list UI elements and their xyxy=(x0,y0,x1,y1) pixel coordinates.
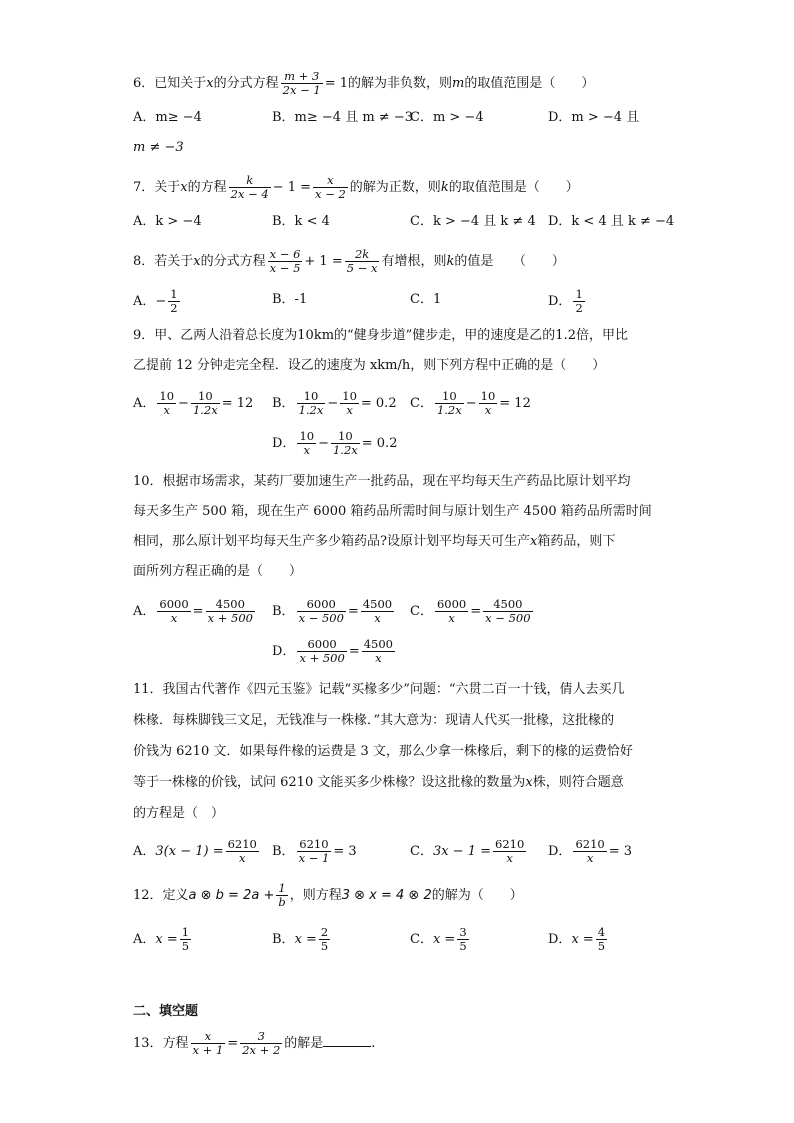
q7-text: 的方程 xyxy=(187,180,227,195)
lhs: 3x − 1 = xyxy=(432,844,492,859)
q9-option-b: B． $\frac{10}{1.2x}$ − $\frac{10}{x}$ = 0.2 xyxy=(272,389,397,417)
rhs: = 0.2 xyxy=(361,436,398,451)
fraction xyxy=(493,838,526,865)
denominator: 5 xyxy=(597,939,606,953)
rhs: = 12 xyxy=(221,396,254,411)
question-10-line-3 xyxy=(133,532,615,552)
option-label: B． xyxy=(272,604,295,619)
fraction xyxy=(297,598,346,625)
q9-option-a: A． $\frac{10}{x}$ − $\frac{10}{1.2x}$ = 12 xyxy=(133,389,254,417)
lhs: 3(x − 1) = xyxy=(155,844,224,859)
numerator: 10 xyxy=(159,389,175,403)
q12-definition: a ⊗ b = 2a + xyxy=(188,888,275,903)
denominator: x − 500 xyxy=(298,611,344,625)
lhs: x = xyxy=(432,932,456,947)
numerator: 6000 xyxy=(297,638,346,652)
numerator: k xyxy=(229,174,271,188)
q8-op: + 1 = xyxy=(304,254,343,269)
q12-text: 12．定义 xyxy=(133,888,189,903)
denominator: 5 xyxy=(320,939,329,953)
option-label: B． xyxy=(272,396,295,411)
q10-option-d: D． $\frac{6000}{x + 500}$ = $\frac{4500}{x}$ xyxy=(272,637,394,665)
section-heading: 二、填空题 xyxy=(133,1004,199,1019)
numerator: 6210 xyxy=(227,837,257,851)
numerator: 10 xyxy=(299,429,315,443)
denominator: x − 500 xyxy=(485,611,531,625)
option-label: A．− xyxy=(133,294,167,309)
q8-text: 8．若关于 xyxy=(133,254,194,269)
q8-fraction xyxy=(345,248,380,275)
denominator: x xyxy=(170,611,178,625)
q11-text: 等于一株椽的价钱，试问 6210 文能买多少株椽？设这批椽的数量为 xyxy=(133,775,526,790)
fraction xyxy=(206,598,255,625)
fraction xyxy=(297,838,332,865)
fraction xyxy=(226,838,259,865)
q6-option-c: C．m > −4 xyxy=(410,110,484,125)
q10-option-c: C． $\frac{6000}{x}$ = $\frac{4500}{x - 500}$ xyxy=(410,597,531,625)
numerator: 10 xyxy=(480,389,496,403)
q8-var: k xyxy=(446,254,455,269)
q7-text: 的解为正数，则 xyxy=(349,180,441,195)
denominator: 2 xyxy=(575,301,583,315)
fraction xyxy=(573,838,606,865)
fraction xyxy=(483,598,532,625)
numerator: x xyxy=(313,174,348,188)
q7-option-a: A．k > −4 xyxy=(133,214,202,229)
fraction xyxy=(157,390,176,417)
denominator: 5 xyxy=(181,939,190,953)
denominator: x xyxy=(346,403,353,417)
fraction xyxy=(191,390,220,417)
q6-option-d: D．m > −4 且 xyxy=(548,110,640,125)
q6-option-b: B．m≥ −4 且 m ≠ −3 xyxy=(272,110,413,125)
numerator: 3 xyxy=(459,925,467,939)
numerator: 1 xyxy=(181,925,190,939)
numerator: 4500 xyxy=(206,598,255,612)
numerator: 6210 xyxy=(495,837,525,851)
numerator: 1 xyxy=(575,287,583,301)
fraction xyxy=(157,598,190,625)
q6-var: x xyxy=(206,76,214,91)
numerator: 6210 xyxy=(297,838,332,852)
fraction xyxy=(180,926,191,953)
q7-fraction xyxy=(229,174,271,201)
q7-text: 7．关于 xyxy=(133,180,181,195)
denominator: x xyxy=(506,851,513,865)
question-10-line-1: 10．根据市场需求，某药厂要加速生产一批药品，现在平均每天生产药品比原计划平均 xyxy=(133,474,631,489)
numerator: 6000 xyxy=(297,598,346,612)
lhs: x = xyxy=(571,932,594,947)
q7-option-c: C．k > −4 且 k ≠ 4 xyxy=(410,214,536,229)
q9-option-d: D． $\frac{10}{x}$ − $\frac{10}{1.2x}$ = 0.2 xyxy=(272,429,398,457)
denominator: x xyxy=(163,403,170,417)
denominator: x − 5 xyxy=(269,261,301,275)
q9-option-c: C． $\frac{10}{1.2x}$ − $\frac{10}{x}$ = 12 xyxy=(410,389,531,417)
question-10-line-4: 面所列方程正确的是（ ） xyxy=(133,564,303,579)
q10-text: 相同，那么原计划平均每天生产多少箱药品?设原计划平均每天可生产 xyxy=(133,534,530,549)
q7-op: − 1 = xyxy=(272,180,312,195)
q8-option-d xyxy=(548,288,587,315)
question-8 xyxy=(133,248,565,275)
q8-fraction xyxy=(168,288,179,315)
numerator: x − 6 xyxy=(269,247,301,261)
numerator: 10 xyxy=(331,430,360,444)
option-label: A． xyxy=(133,604,156,619)
q11-text: 株，则符合题意 xyxy=(532,775,624,790)
q6-text: 的解为非负数，则 xyxy=(348,76,453,91)
q12-fraction xyxy=(276,882,287,909)
numerator: 10 xyxy=(297,390,326,404)
fraction xyxy=(457,926,468,953)
option-label: D． xyxy=(272,644,296,659)
q13-text: 13．方程 xyxy=(133,1036,189,1051)
q11-option-d xyxy=(548,838,632,865)
option-label: C． xyxy=(410,932,433,947)
question-11-line-2: 株椽．每株脚钱三文足，无钱准与一株椽．”其大意为：现请人代买一批椽，这批椽的 xyxy=(133,713,615,728)
answer-blank[interactable] xyxy=(323,1032,371,1047)
q6-text: 6．已知关于 xyxy=(133,76,207,91)
numerator: 4 xyxy=(597,925,606,939)
numerator: 6210 xyxy=(575,837,605,851)
fraction xyxy=(319,926,330,953)
question-12 xyxy=(133,882,523,909)
question-7 xyxy=(133,174,579,201)
denominator: x xyxy=(448,611,455,625)
q8-option-b: B．-1 xyxy=(272,292,308,307)
q11-option-a xyxy=(133,838,261,865)
denominator: 1.2x xyxy=(298,403,324,417)
numerator: 10 xyxy=(191,390,220,404)
lhs: x = xyxy=(155,932,178,947)
q7-text: 的取值范围是（ ） xyxy=(448,180,579,195)
q13-text: 的解是 xyxy=(284,1036,324,1051)
question-9-line-2: 乙提前 12 分钟走完全程．设乙的速度为 xkm/h，则下列方程中正确的是（ ） xyxy=(133,358,606,373)
rhs: = 3 xyxy=(333,844,357,859)
numerator: 10 xyxy=(435,390,464,404)
option-label: A． xyxy=(133,844,156,859)
q12-option-a xyxy=(133,926,193,953)
fraction xyxy=(361,598,394,625)
question-6 xyxy=(133,70,594,97)
q12-option-c xyxy=(410,926,471,953)
q6-fraction xyxy=(281,70,323,97)
q8-fraction xyxy=(573,288,584,315)
denominator: x xyxy=(238,851,246,865)
q13-op: = xyxy=(227,1036,239,1051)
denominator: x − 2 xyxy=(315,187,346,201)
q13-fraction xyxy=(240,1030,282,1057)
q10-option-a: A． $\frac{6000}{x}$ = $\frac{4500}{x + 500}$ xyxy=(133,597,253,625)
numerator: 1 xyxy=(170,287,178,301)
numerator: x xyxy=(191,1030,226,1044)
q11-option-b xyxy=(272,838,357,865)
denominator: 2 xyxy=(170,301,178,315)
denominator: 5 − x xyxy=(346,261,378,275)
numerator: 10 xyxy=(342,389,357,403)
numerator: 2 xyxy=(320,925,329,939)
denominator: 2x + 2 xyxy=(242,1043,281,1057)
q10-option-b: B． $\frac{6000}{x - 500}$ = $\frac{4500}{x}$ xyxy=(272,597,393,625)
q8-var: x xyxy=(193,254,201,269)
denominator: x xyxy=(484,403,492,417)
q8-text: 的分式方程 xyxy=(200,254,266,269)
numerator: 6000 xyxy=(436,597,467,611)
numerator: 6000 xyxy=(159,597,189,611)
fraction xyxy=(596,926,607,953)
question-11-line-5: 的方程是（ ） xyxy=(133,806,225,821)
q12-text: ，则方程 xyxy=(289,888,342,903)
denominator: x xyxy=(375,651,382,665)
fraction xyxy=(435,390,464,417)
denominator: x xyxy=(586,851,594,865)
q6-eq: = 1 xyxy=(324,76,349,91)
fraction xyxy=(297,638,346,665)
fraction xyxy=(340,390,359,417)
option-label: B． xyxy=(272,932,295,947)
q7-var: k xyxy=(440,180,449,195)
lhs: x = xyxy=(294,932,317,947)
q8-option-a xyxy=(133,288,182,315)
question-13 xyxy=(133,1030,375,1057)
numerator: 4500 xyxy=(483,598,532,612)
question-10-line-2: 每天多生产 500 箱，现在生产 6000 箱药品所需时间与原计划生产 4500 箱药品所需时间 xyxy=(133,504,652,519)
numerator: 4500 xyxy=(362,597,393,611)
numerator: m + 3 xyxy=(281,70,323,84)
fraction xyxy=(362,638,395,665)
denominator: 2x − 1 xyxy=(282,83,321,97)
denominator: x xyxy=(303,443,310,457)
q10-text: 箱药品，则下 xyxy=(537,534,616,549)
fraction xyxy=(435,598,468,625)
denominator: x + 1 xyxy=(192,1043,224,1057)
fraction xyxy=(479,390,498,417)
option-label: D． xyxy=(272,436,296,451)
q6-text: 的取值范围是（ ） xyxy=(464,76,595,91)
q13-text: . xyxy=(371,1036,376,1051)
denominator: x + 500 xyxy=(207,611,253,625)
denominator: 5 xyxy=(459,939,467,953)
option-label: C． xyxy=(410,844,433,859)
rhs: = 0.2 xyxy=(360,396,397,411)
q10-var: x xyxy=(529,534,538,549)
denominator: 1.2x xyxy=(436,403,462,417)
q6-option-a: A．m≥ −4 xyxy=(133,110,202,125)
question-9-line-1: 9．甲、乙两人沿着总长度为10km的“健身步道”健步走，甲的速度是乙的1.2倍，甲比 xyxy=(133,328,628,343)
q8-fraction xyxy=(268,248,303,275)
question-11-line-1: 11．我国古代著作《四元玉鉴》记载“买椽多少”问题：“六贯二百一十钱，倩人去买几 xyxy=(133,682,625,697)
q6-option-d-wrap: m ≠ −3 xyxy=(133,140,184,155)
option-label: D． xyxy=(548,932,572,947)
q7-var: x xyxy=(180,180,188,195)
q6-text: 的分式方程 xyxy=(213,76,279,91)
question-11-line-4 xyxy=(133,773,624,793)
option-label: D． xyxy=(548,294,572,309)
q6-var: m xyxy=(452,76,465,91)
q12-option-d xyxy=(548,926,609,953)
q11-var: x xyxy=(525,775,533,790)
option-label: A． xyxy=(133,932,156,947)
q7-fraction xyxy=(313,174,348,201)
q8-text: 有增根，则 xyxy=(381,254,447,269)
q12-equation: 3 ⊗ x = 4 ⊗ 2 xyxy=(341,888,432,903)
numerator: 3 xyxy=(240,1030,282,1044)
rhs: = 3 xyxy=(608,844,633,859)
q12-option-b xyxy=(272,926,332,953)
q11-option-c xyxy=(410,838,528,865)
option-label: B． xyxy=(272,844,295,859)
option-label: D． xyxy=(548,844,572,859)
denominator: 1.2x xyxy=(332,443,358,457)
q13-fraction xyxy=(191,1030,226,1057)
q7-option-b: B．k < 4 xyxy=(272,214,330,229)
q7-option-d: D．k < 4 且 k ≠ −4 xyxy=(548,214,675,229)
denominator: 2x − 4 xyxy=(230,187,269,201)
rhs: = 12 xyxy=(499,396,531,411)
numerator: 1 xyxy=(276,882,287,896)
question-11-line-3: 价钱为 6210 文．如果每件椽的运费是 3 文，那么少拿一株椽后，剩下的椽的运费恰好 xyxy=(133,744,633,759)
q12-text: 的解为（ ） xyxy=(431,888,523,903)
numerator: 2k xyxy=(345,248,380,262)
numerator: 4500 xyxy=(363,637,394,651)
denominator: 1.2x xyxy=(192,403,218,417)
denominator: x + 500 xyxy=(299,651,345,665)
q8-option-c: C．1 xyxy=(410,292,442,307)
denominator: x xyxy=(374,611,381,625)
denominator: x − 1 xyxy=(298,851,330,865)
option-label: A． xyxy=(133,396,156,411)
denominator: b xyxy=(278,895,286,909)
option-label: C． xyxy=(410,604,433,619)
fraction xyxy=(297,430,316,457)
fraction xyxy=(297,390,326,417)
option-label: C． xyxy=(410,396,433,411)
fraction xyxy=(331,430,360,457)
q8-text: 的值是 （ ） xyxy=(454,254,565,269)
